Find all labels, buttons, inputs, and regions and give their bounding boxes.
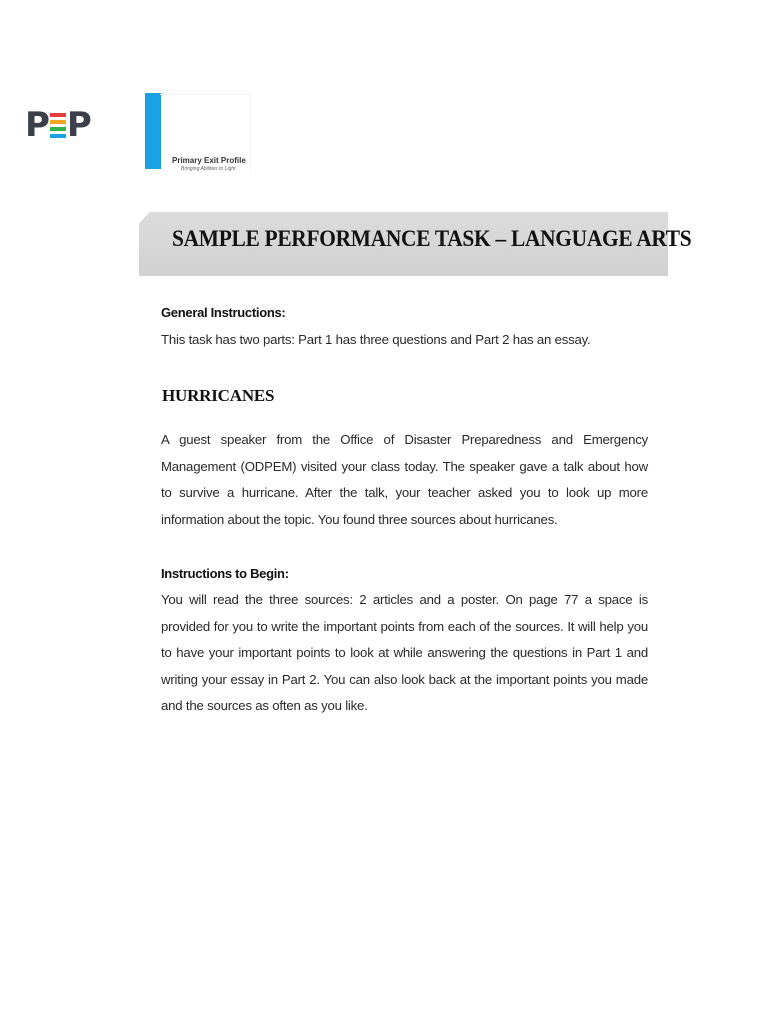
section-title: HURRICANES	[162, 386, 275, 405]
general-instructions-text: This task has two parts: Part 1 has three questions and Part 2 has an essay.	[161, 332, 591, 347]
logo-subtitle: Primary Exit Profile	[172, 156, 246, 165]
logo-accent-bar	[145, 93, 161, 169]
general-instructions-heading: General Instructions:	[161, 305, 286, 320]
logo-stripes-icon	[50, 110, 66, 138]
instructions-to-begin-heading: Instructions to Begin:	[161, 566, 289, 581]
logo-letter-left: P	[25, 105, 49, 145]
logo-tagline: Bringing Abilities to Light	[181, 166, 236, 172]
page-title: SAMPLE PERFORMANCE TASK – LANGUAGE ARTS	[172, 226, 692, 251]
instructions-to-begin-text: You will read the three sources: 2 articles and a poster. On page 77 a space is provided for you to write the important points from each of the sources. It will help you to have your important points to look at while answering the questions in Part 1 and writing your essay in Part 2. You can also look back at the important points you made and the sources as often as you like.	[161, 592, 648, 713]
section-intro-text: A guest speaker from the Office of Disaster Preparedness and Emergency Management (ODPEM) visited your class today. The speaker gave a talk about how to survive a hurricane. After the talk, your teacher asked you to look up more information about the topic. You found three sources about hurricanes.	[161, 432, 648, 527]
logo-wordmark	[25, 105, 91, 145]
logo-letter-right: P	[66, 105, 91, 145]
